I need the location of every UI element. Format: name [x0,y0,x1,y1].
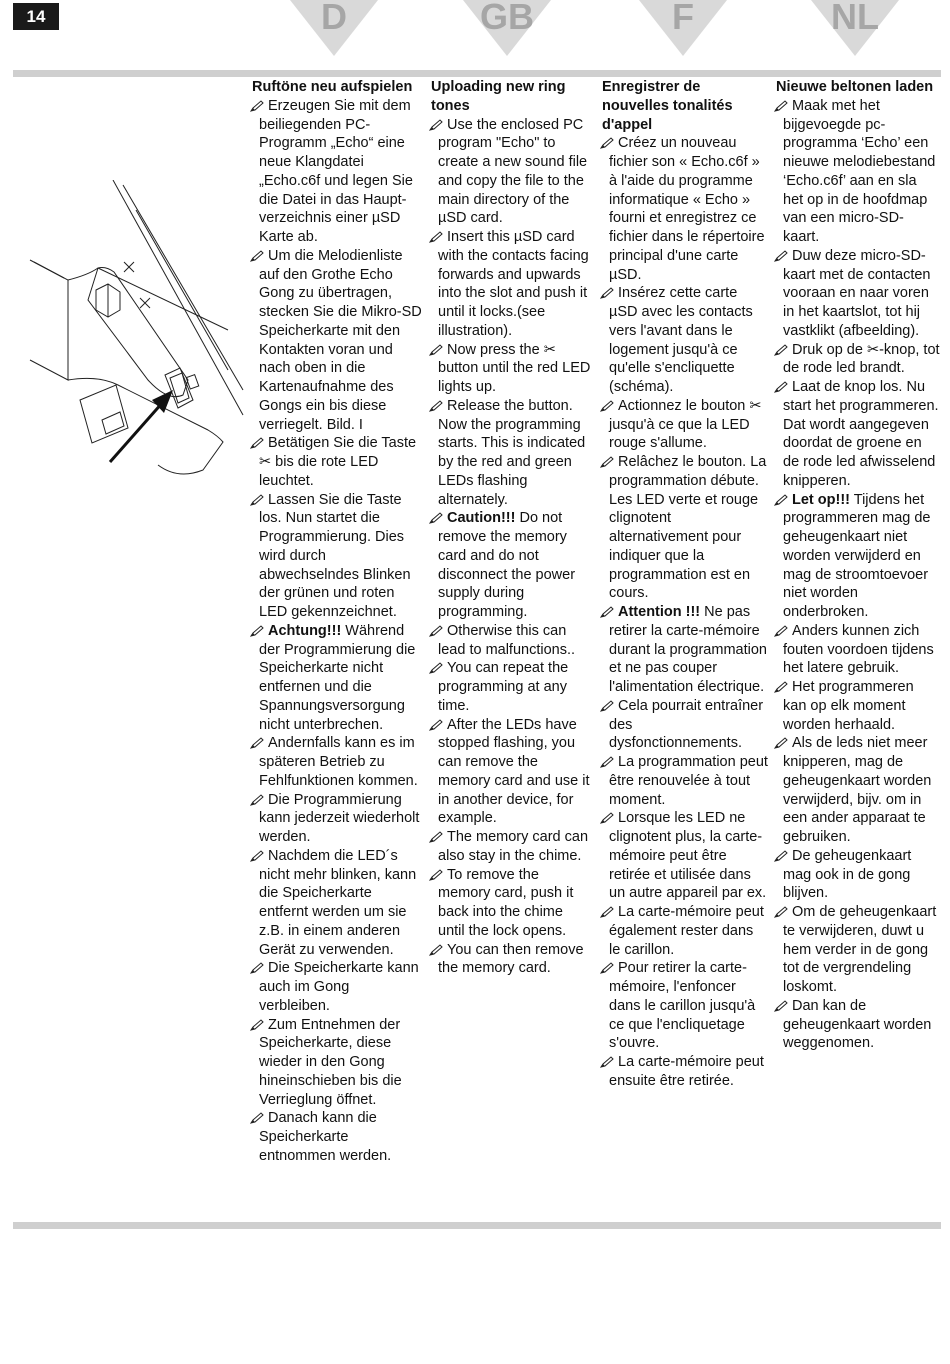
instruction-item [252,491,422,622]
instruction-text: Tijdens het programmeren mag de geheugenkaart niet worden verwijderd en mag de stroomtoevoer niet worden onderbroken. [783,491,931,620]
instruction-item [602,284,768,397]
instruction-text: Laat de knop los. Nu start het programmeren. Dat wordt aangegeven doordat de groene en de rode led afwisselend knipperen. [783,379,939,489]
instruction-item [776,622,940,678]
instruction-item [776,247,940,341]
column-title: Uploading new ring tones [431,79,566,114]
language-label: F [672,0,694,37]
pencil-icon [600,700,614,712]
instruction-item [602,397,768,453]
warning-label: Caution!!! [447,510,516,527]
instruction-text: Pour retirer la carte-mémoire, l'enfoncer dans le carillon jusqu'à ce que l'encliquetage s'ouvre. [609,960,756,1052]
warning-label: Achtung!!! [268,622,342,639]
column-de [252,78,422,1166]
column-title: Ruftöne neu aufspielen [252,79,413,95]
instruction-item [776,378,940,491]
instruction-text: La carte-mémoire peut ensuite être retirée. [609,1054,764,1089]
pencil-icon [250,737,264,749]
instruction-item [431,716,593,829]
instruction-item [252,434,422,490]
instruction-item [431,228,593,341]
instruction-item [602,753,768,809]
instruction-text: Insérez cette carte µSD avec les contacts vers l'avant dans le logement jusqu'à ce qu'elle s'encliquette (schéma). [609,285,753,395]
column-nl [776,78,940,1053]
instruction-item [602,809,768,903]
language-tab-de [290,0,378,56]
pencil-icon [600,287,614,299]
pencil-icon [600,812,614,824]
instruction-item [431,659,593,715]
instruction-text: Betätigen Sie die Taste ✂ bis die rote LED leuchtet. [259,435,417,489]
language-label: D [321,0,347,37]
instruction-text: De geheugenkaart mag ook in de gong blijven. [783,847,912,902]
instruction-text: Insert this µSD card with the contacts facing forwards and upwards into the slot and push it until it locks.(see illustration). [438,229,589,339]
instruction-item [602,903,768,959]
instruction-text: La programmation peut être renouvelée à tout moment. [609,754,768,808]
pencil-icon [600,1056,614,1068]
instruction-text: Otherwise this can lead to malfunctions.. [438,622,576,658]
column-title: Enregistrer de nouvelles tonalités d'appel [602,79,733,133]
instruction-item [431,116,593,229]
instruction-item [431,397,593,510]
pencil-icon [429,400,443,412]
pencil-icon [429,719,443,731]
instruction-text: Anders kunnen zich fouten voordoen tijdens het latere gebruik. [783,622,934,677]
pencil-icon [429,344,443,356]
instruction-text: La carte-mémoire peut également rester dans le carillon. [609,904,764,958]
instruction-text: Ne pas retirer la carte-mémoire durant la programmation et ne pas couper l'alimentation électrique. [609,604,767,695]
pencil-icon [429,831,443,843]
instruction-item [602,959,768,1053]
instruction-text: Relâchez le bouton. La programmation débute. Les LED verte et rouge clignotent alternativement pour indiquer que la programmation est en cours. [609,454,767,602]
pencil-icon [774,906,788,918]
pencil-icon [429,512,443,524]
pencil-icon [429,662,443,674]
instruction-text: You can repeat the programming at any time. [438,660,569,714]
pencil-icon [250,494,264,506]
instruction-text: Dan kan de geheugenkaart worden weggenomen. [783,997,932,1052]
instruction-text: Nachdem die LED´s nicht mehr blinken, kann die Speicherkarte entfernt werden um sie z.B. in einem anderen Gerät zu verwenden. [259,847,417,958]
instruction-list [431,116,593,979]
instruction-list [602,134,768,1090]
instruction-text: Lorsque les LED ne clignotent plus, la carte-mémoire peut être retirée et utilisée dans un autre appareil par ex. [609,810,767,902]
top-divider [13,70,941,77]
pencil-icon [250,100,264,112]
instruction-item [776,341,940,379]
pencil-icon [250,794,264,806]
pencil-icon [250,1019,264,1031]
language-tab-gb [463,0,551,56]
pencil-icon [600,962,614,974]
pencil-icon [250,625,264,637]
pencil-icon [429,119,443,131]
pencil-icon [250,250,264,262]
instruction-text: Lassen Sie die Taste los. Nun startet die Programmierung. Dies wird durch abwechselndes Blinken der grünen und roten LED gekennzeichnet. [259,491,411,620]
instruction-text: Danach kann die Speicherkarte entnommen werden. [259,1110,392,1164]
instruction-text: After the LEDs have stopped flashing, you can remove the memory card and use it in another device, for example. [438,716,590,827]
instruction-text: Erzeugen Sie mit dem beiliegenden PC-Programm „Echo“ eine neue Klangdatei „Echo.c6f und legen Sie die Datei in das Haupt-verzeichnis einer µSD Karte ab. [259,97,413,245]
instruction-item [776,491,940,622]
instruction-text: Die Programmierung kann jederzeit wiederholt werden. [259,791,420,845]
warning-label: Let op!!! [792,491,850,508]
instruction-text: Druk op de ✂-knop, tot de rode led brandt. [783,341,940,377]
instruction-item [431,828,593,866]
pencil-icon [429,869,443,881]
column-gb [431,78,593,978]
instruction-text: Om de geheugenkaart te verwijderen, duwt u hem verder in de gong tot de vergrendeling loskomt. [783,904,937,995]
pencil-icon [774,250,788,262]
language-tab-fr [639,0,727,56]
pencil-icon [250,850,264,862]
instruction-text: Um die Melodienliste auf den Grothe Echo Gong zu übertragen, stecken Sie die Mikro-SD Speicherkarte mit den Kontakten voran und nach oben in die Kartenaufnahme des Gongs ein bis diese verriegelt. Bild. I [259,247,422,433]
instruction-text: Do not remove the memory card and do not disconnect the power supply during programming. [438,510,576,620]
pencil-icon [429,944,443,956]
instruction-text: Maak met het bijgevoegde pc-programma ‘Echo’ een nieuwe melodiebestand ‘Echo.c6f’ aan en sla het op in de hoofdmap van een micro-SD-kaart. [783,97,936,245]
column-fr [602,78,768,1091]
pencil-icon [600,606,614,618]
pencil-icon [774,344,788,356]
instruction-text: To remove the memory card, push it back into the chime until the lock opens. [438,866,574,939]
instruction-item [431,941,593,979]
pencil-icon [600,400,614,412]
pencil-icon [600,906,614,918]
pencil-icon [774,681,788,693]
instruction-text: Actionnez le bouton ✂ jusqu'à ce que la LED rouge s'allume. [609,397,762,452]
instruction-text: Während der Programmierung die Speicherkarte nicht entfernen und die Spannungsversorgung nicht unterbrechen. [259,622,416,733]
instruction-item [776,847,940,903]
instruction-item [602,697,768,753]
instruction-text: The memory card can also stay in the chime. [438,829,589,864]
instruction-item [776,903,940,997]
instruction-item [252,622,422,735]
pencil-icon [600,456,614,468]
instruction-text: You can then remove the memory card. [438,941,584,977]
column-title: Nieuwe beltonen laden [776,79,934,95]
instruction-text: Als de leds niet meer knipperen, mag de geheugenkaart worden verwijderd, bijv. om in een ander apparaat te gebruiken. [783,735,932,845]
pencil-icon [600,137,614,149]
instruction-item [252,247,422,435]
language-label: GB [480,0,534,37]
instruction-text: Het programmeren kan op elk moment worden herhaald. [783,679,914,733]
pencil-icon [774,100,788,112]
pencil-icon [774,1000,788,1012]
pencil-icon [250,962,264,974]
instruction-item [602,134,768,284]
instruction-item [252,847,422,960]
instruction-item [252,1016,422,1110]
pencil-icon [774,494,788,506]
instruction-text: Use the enclosed PC program "Echo" to create a new sound file and copy the file to the main directory of the µSD card. [438,116,588,227]
language-tab-nl [811,0,899,56]
instruction-text: Créez un nouveau fichier son « Echo.c6f » à l'aide du programme informatique « Echo » fourni et enregistrez ce fichier dans le répertoire principal d'une carte µSD. [609,135,765,283]
pencil-icon [774,625,788,637]
instruction-text: Die Speicherkarte kann auch im Gong verbleiben. [259,960,419,1014]
bottom-divider [13,1222,941,1229]
pencil-icon [429,625,443,637]
instruction-item [252,791,422,847]
pencil-icon [600,756,614,768]
instruction-item [602,453,768,603]
instruction-item [431,622,593,660]
instruction-list [776,97,940,1053]
instruction-text: Andernfalls kann es im späteren Betrieb zu Fehlfunktionen kommen. [259,735,418,789]
instruction-text: Now press the ✂ button until the red LED lights up. [438,341,591,395]
instruction-item [431,866,593,941]
instruction-text: Cela pourrait entraîner des dysfonctionnements. [609,697,764,752]
pencil-icon [774,850,788,862]
sd-card-insertion-illustration [28,180,248,500]
instruction-text: Zum Entnehmen der Speicherkarte, diese wieder in den Gong hineinschieben bis die Verrieglung öffnet. [259,1016,402,1108]
instruction-list [252,97,422,1166]
language-label: NL [831,0,879,37]
pencil-icon [250,437,264,449]
instruction-item [776,734,940,847]
instruction-item [602,603,768,697]
instruction-text: Duw deze micro-SD-kaart met de contacten vooraan en naar voren in het kaartslot, tot hij vastklikt (afbeelding). [783,247,931,339]
instruction-item [431,341,593,397]
pencil-icon [774,737,788,749]
instruction-item [776,997,940,1053]
pencil-icon [429,231,443,243]
instruction-item [252,1109,422,1165]
instruction-item [776,678,940,734]
pencil-icon [774,381,788,393]
instruction-text: Release the button. Now the programming starts. This is indicated by the red and green LEDs flashing alternately. [438,397,586,508]
instruction-item [431,509,593,622]
instruction-item [776,97,940,247]
instruction-item [252,97,422,247]
instruction-item [252,959,422,1015]
pencil-icon [250,1112,264,1124]
instruction-item [602,1053,768,1091]
instruction-item [252,734,422,790]
page-number: 14 [13,3,59,30]
warning-label: Attention !!! [618,604,701,620]
